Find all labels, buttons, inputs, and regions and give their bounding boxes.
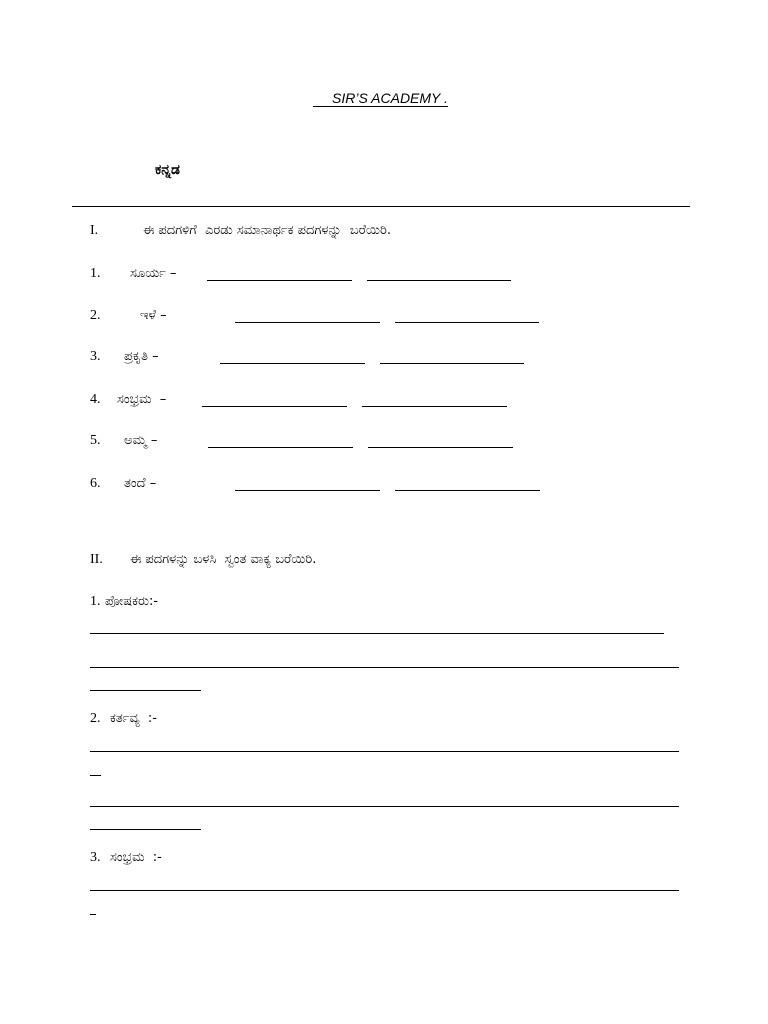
answer-blank <box>368 447 513 448</box>
answer-line <box>90 914 96 915</box>
answer-blank <box>220 363 365 364</box>
item-word: ಪೋಷಕರು:- <box>105 594 159 609</box>
answer-blank <box>395 490 540 491</box>
item-number: 3. <box>90 850 101 865</box>
section-number: I. <box>90 223 99 238</box>
answer-line <box>90 690 201 691</box>
answer-blank <box>395 322 539 323</box>
item-number: 2. <box>90 308 101 323</box>
item-word: ಇಳೆ – <box>140 308 167 323</box>
item-number: 3. <box>90 349 101 364</box>
answer-blank <box>207 280 352 281</box>
answer-line <box>90 775 101 776</box>
item-number: 4. <box>90 392 101 407</box>
item-word: ಸಂಭ್ರಮ – <box>117 392 167 407</box>
section-number: II. <box>90 552 103 567</box>
answer-line <box>90 829 201 830</box>
item-number: 2. <box>90 711 101 726</box>
item-number: 1. <box>90 266 101 281</box>
header-divider <box>72 206 690 207</box>
subject-heading: ಕನ್ನಡ <box>155 162 180 178</box>
answer-blank <box>235 322 380 323</box>
answer-blank <box>208 447 353 448</box>
item-word: ಪ್ರಕೃತಿ – <box>124 349 159 364</box>
section-instruction: ಈ ಪದಗಳನ್ನು ಬಳಸಿ ಸ್ವಂತ ವಾಕ್ಯ ಬರೆಯಿರಿ. <box>130 552 317 567</box>
answer-line <box>90 806 679 807</box>
item-word: ಅಮ್ಮ – <box>124 433 158 448</box>
item-word: ತಂದೆ – <box>124 476 157 491</box>
item-word: ಸೂರ್ಯ – <box>130 266 177 281</box>
answer-blank <box>380 363 524 364</box>
answer-line <box>90 633 664 634</box>
answer-blank <box>235 490 380 491</box>
page-title: SIR’S ACADEMY . <box>313 91 448 107</box>
answer-blank <box>202 406 347 407</box>
answer-line <box>90 667 679 668</box>
answer-line <box>90 890 679 891</box>
item-word: ಸಂಭ್ರಮ :- <box>110 850 162 865</box>
answer-line <box>90 751 679 752</box>
answer-blank <box>367 280 511 281</box>
item-number: 1. <box>90 594 101 609</box>
item-word: ಕರ್ತವ್ಯ :- <box>110 711 157 726</box>
item-number: 6. <box>90 476 101 491</box>
section-instruction: ಈ ಪದಗಳಿಗೆ ಎರಡು ಸಮಾನಾರ್ಥಕ ಪದಗಳನ್ನು ಬರೆಯಿರಿ. <box>143 223 392 238</box>
answer-blank <box>362 406 507 407</box>
item-number: 5. <box>90 433 101 448</box>
